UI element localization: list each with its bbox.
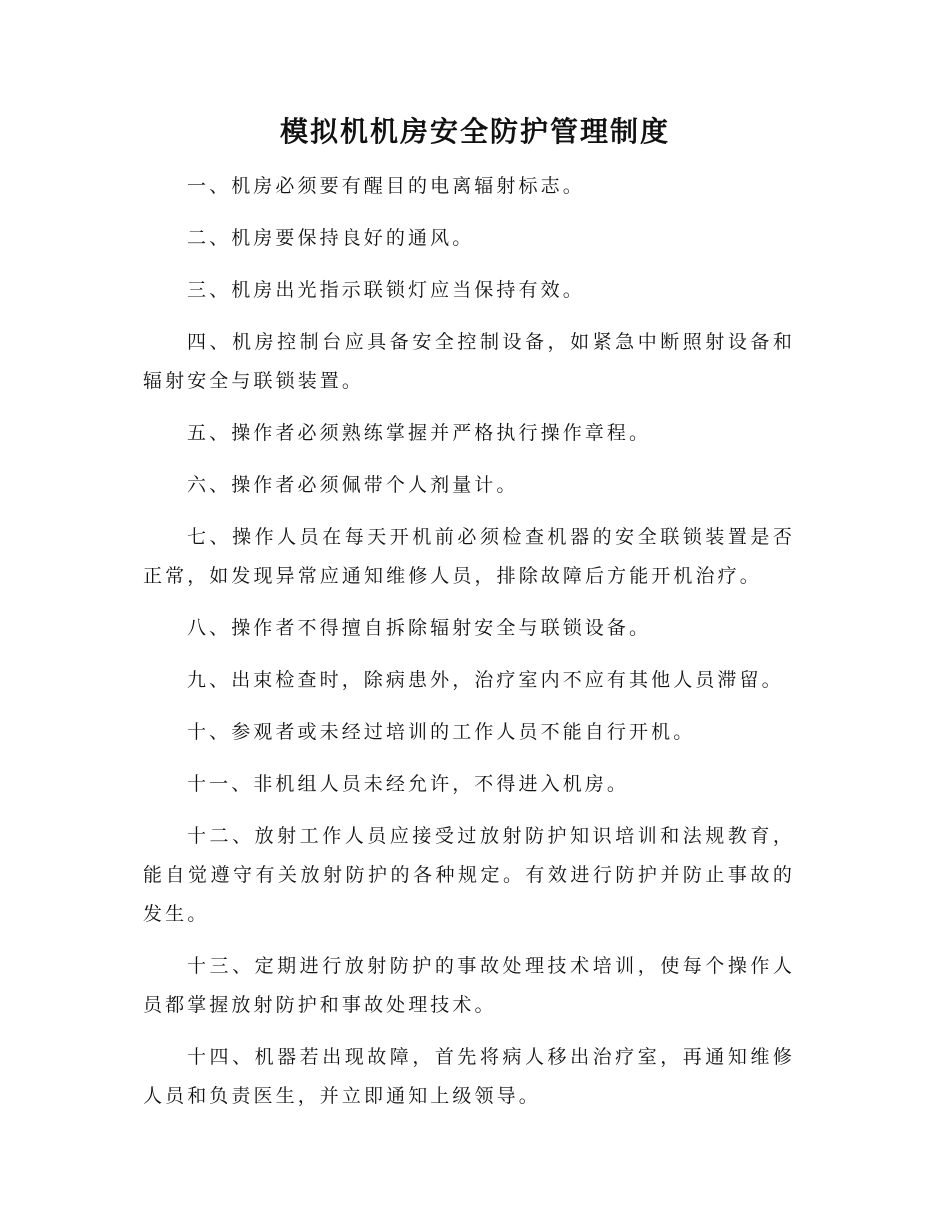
paragraph-5: 五、操作者必须熟练掌握并严格执行操作章程。: [187, 422, 652, 444]
document-body: [143, 167, 795, 1129]
paragraph-7: 七、操作人员在每天开机前必须检查机器的安全联锁装置是否正常，如发现异常应通知维修人员，排除故障后方能开机治疗。: [143, 526, 795, 587]
paragraph-8: 八、操作者不得擅自拆除辐射安全与联锁设备。: [187, 617, 652, 639]
paragraph-1: 一、机房必须要有醒目的电离辐射标志。: [187, 175, 585, 197]
paragraph-6: 六、操作者必须佩带个人剂量计。: [187, 474, 519, 496]
paragraph-13: 十三、定期进行放射防护的事故处理技术培训，使每个操作人员都掌握放射防护和事故处理技术。: [143, 955, 795, 1016]
paragraph-3: 三、机房出光指示联锁灯应当保持有效。: [187, 279, 585, 301]
paragraph-10: 十、参观者或未经过培训的工作人员不能自行开机。: [187, 721, 696, 743]
paragraph-9: 九、出束检查时，除病患外，治疗室内不应有其他人员滞留。: [187, 669, 784, 691]
paragraph-2: 二、机房要保持良好的通风。: [187, 227, 475, 249]
paragraph-12: 十二、放射工作人员应接受过放射防护知识培训和法规教育，能自觉遵守有关放射防护的各种规定。有效进行防护并防止事故的发生。: [143, 825, 795, 925]
paragraph-4: 四、机房控制台应具备安全控制设备，如紧急中断照射设备和辐射安全与联锁装置。: [143, 331, 795, 392]
paragraph-11: 十一、非机组人员未经允许，不得进入机房。: [187, 773, 630, 795]
paragraph-14: 十四、机器若出现故障，首先将病人移出治疗室，再通知维修人员和负责医生，并立即通知上级领导。: [143, 1046, 795, 1107]
document-title: 模拟机机房安全防护管理制度: [279, 115, 670, 148]
